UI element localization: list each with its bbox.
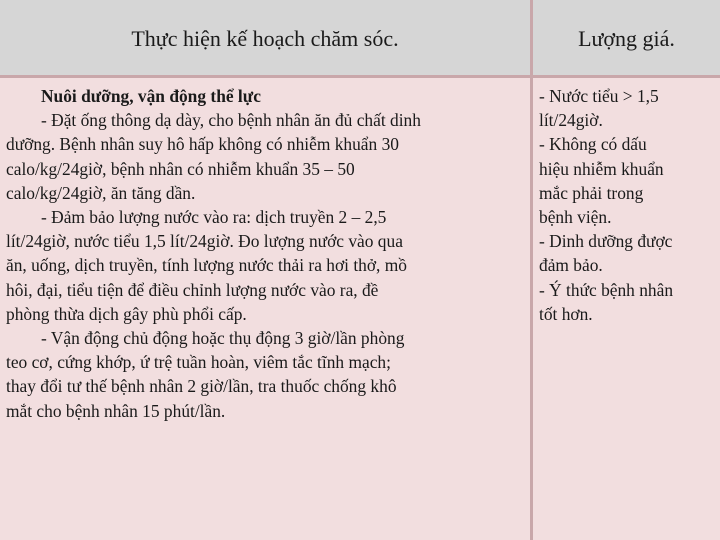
header-evaluation: Lượng giá. (578, 26, 675, 51)
list-item: dưỡng. Bệnh nhân suy hô hấp không có nhiễm khuẩn 30 (6, 134, 399, 155)
list-item: tốt hơn. (539, 303, 593, 324)
list-item: - Nước tiểu > 1,5 (539, 86, 659, 106)
list-item: ăn, uống, dịch truyền, tính lượng nước thải ra hơi thở, mồ (6, 255, 407, 276)
list-item: thay đổi tư thế bệnh nhân 2 giờ/lần, tra thuốc chống khô (6, 376, 397, 397)
list-item: lít/24giờ. (539, 110, 603, 131)
list-item: calo/kg/24giờ, bệnh nhân có nhiễm khuẩn 35 – 50 (6, 158, 355, 179)
implementation-column (6, 84, 526, 423)
column-divider (530, 0, 533, 540)
list-item: hiệu nhiễm khuẩn (539, 158, 664, 179)
list-item: - Không có dấu (539, 134, 647, 155)
list-item: mắt cho bệnh nhân 15 phút/lần. (6, 400, 226, 421)
list-item: calo/kg/24giờ, ăn tăng dần. (6, 182, 196, 203)
list-item: teo cơ, cứng khớp, ứ trệ tuần hoàn, viêm tắc tĩnh mạch; (6, 352, 391, 373)
list-item: - Đặt ống thông dạ dày, cho bệnh nhân ăn đủ chất dinh (41, 110, 421, 131)
evaluation-column (539, 84, 717, 326)
list-item: đảm bảo. (539, 255, 603, 276)
list-item: - Dinh dưỡng được (539, 231, 673, 252)
list-item: bệnh viện. (539, 207, 612, 228)
list-item: mắc phải trong (539, 182, 644, 203)
list-item: - Đảm bảo lượng nước vào ra: dịch truyền 2 – 2,5 (41, 207, 387, 228)
list-item: - Vận động chủ động hoặc thụ động 3 giờ/lần phòng (41, 328, 405, 349)
list-item: phòng thừa dịch gây phù phổi cấp. (6, 303, 247, 324)
list-item: - Ý thức bệnh nhân (539, 279, 674, 300)
list-item: hôi, đại, tiểu tiện để điều chỉnh lượng nước vào ra, đề (6, 279, 379, 300)
section-heading-nutrition: Nuôi dưỡng, vận động thể lực (41, 86, 261, 106)
header-implementation: Thực hiện kế hoạch chăm sóc. (131, 26, 399, 51)
list-item: lít/24giờ, nước tiểu 1,5 lít/24giờ. Đo lượng nước vào qua (6, 231, 403, 252)
